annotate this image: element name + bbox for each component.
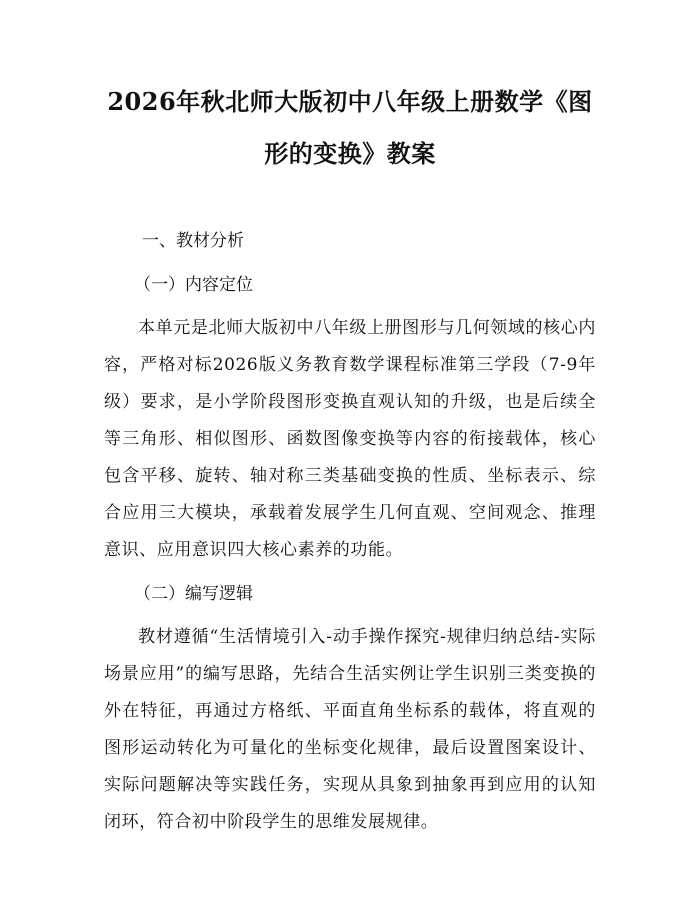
subsection-heading-content-positioning: （一）内容定位 — [134, 275, 253, 295]
paragraph-content-positioning: 本单元是北师大版初中八年级上册图形与几何领域的核心内容，严格对标2026版义务教育数学课程标准第三学段（7-9年级）要求，是小学阶段图形变换直观认知的升级，也是后续全等三角形、相似图形、函数图像变换等内容的衔接载体，核心包含平移、旋转、轴对称三类基础变换的性质、坐标表示、综合应用三大模块，承载着发展学生几何直观、空间观念、推理意识、应用意识四大核心素养的功能。 — [104, 318, 596, 560]
document-title: 2026年秋北师大版初中八年级上册数学《图形的变换》教案 — [107, 87, 593, 168]
section-heading-textbook-analysis: 一、教材分析 — [142, 231, 244, 251]
paragraph-writing-logic: 教材遵循“生活情境引入-动手操作探究-规律归纳总结-实际场景应用”的编写思路，先结合生活实例让学生识别三类变换的外在特征，再通过方格纸、平面直角坐标系的载体，将直观的图形运动转化为可量化的坐标变化规律，最后设置图案设计、实际问题解决等实践任务，实现从具象到抽象再到应用的认知闭环，符合初中阶段学生的思维发展规律。 — [104, 627, 596, 832]
subsection-heading-writing-logic: （二）编写逻辑 — [134, 584, 253, 604]
